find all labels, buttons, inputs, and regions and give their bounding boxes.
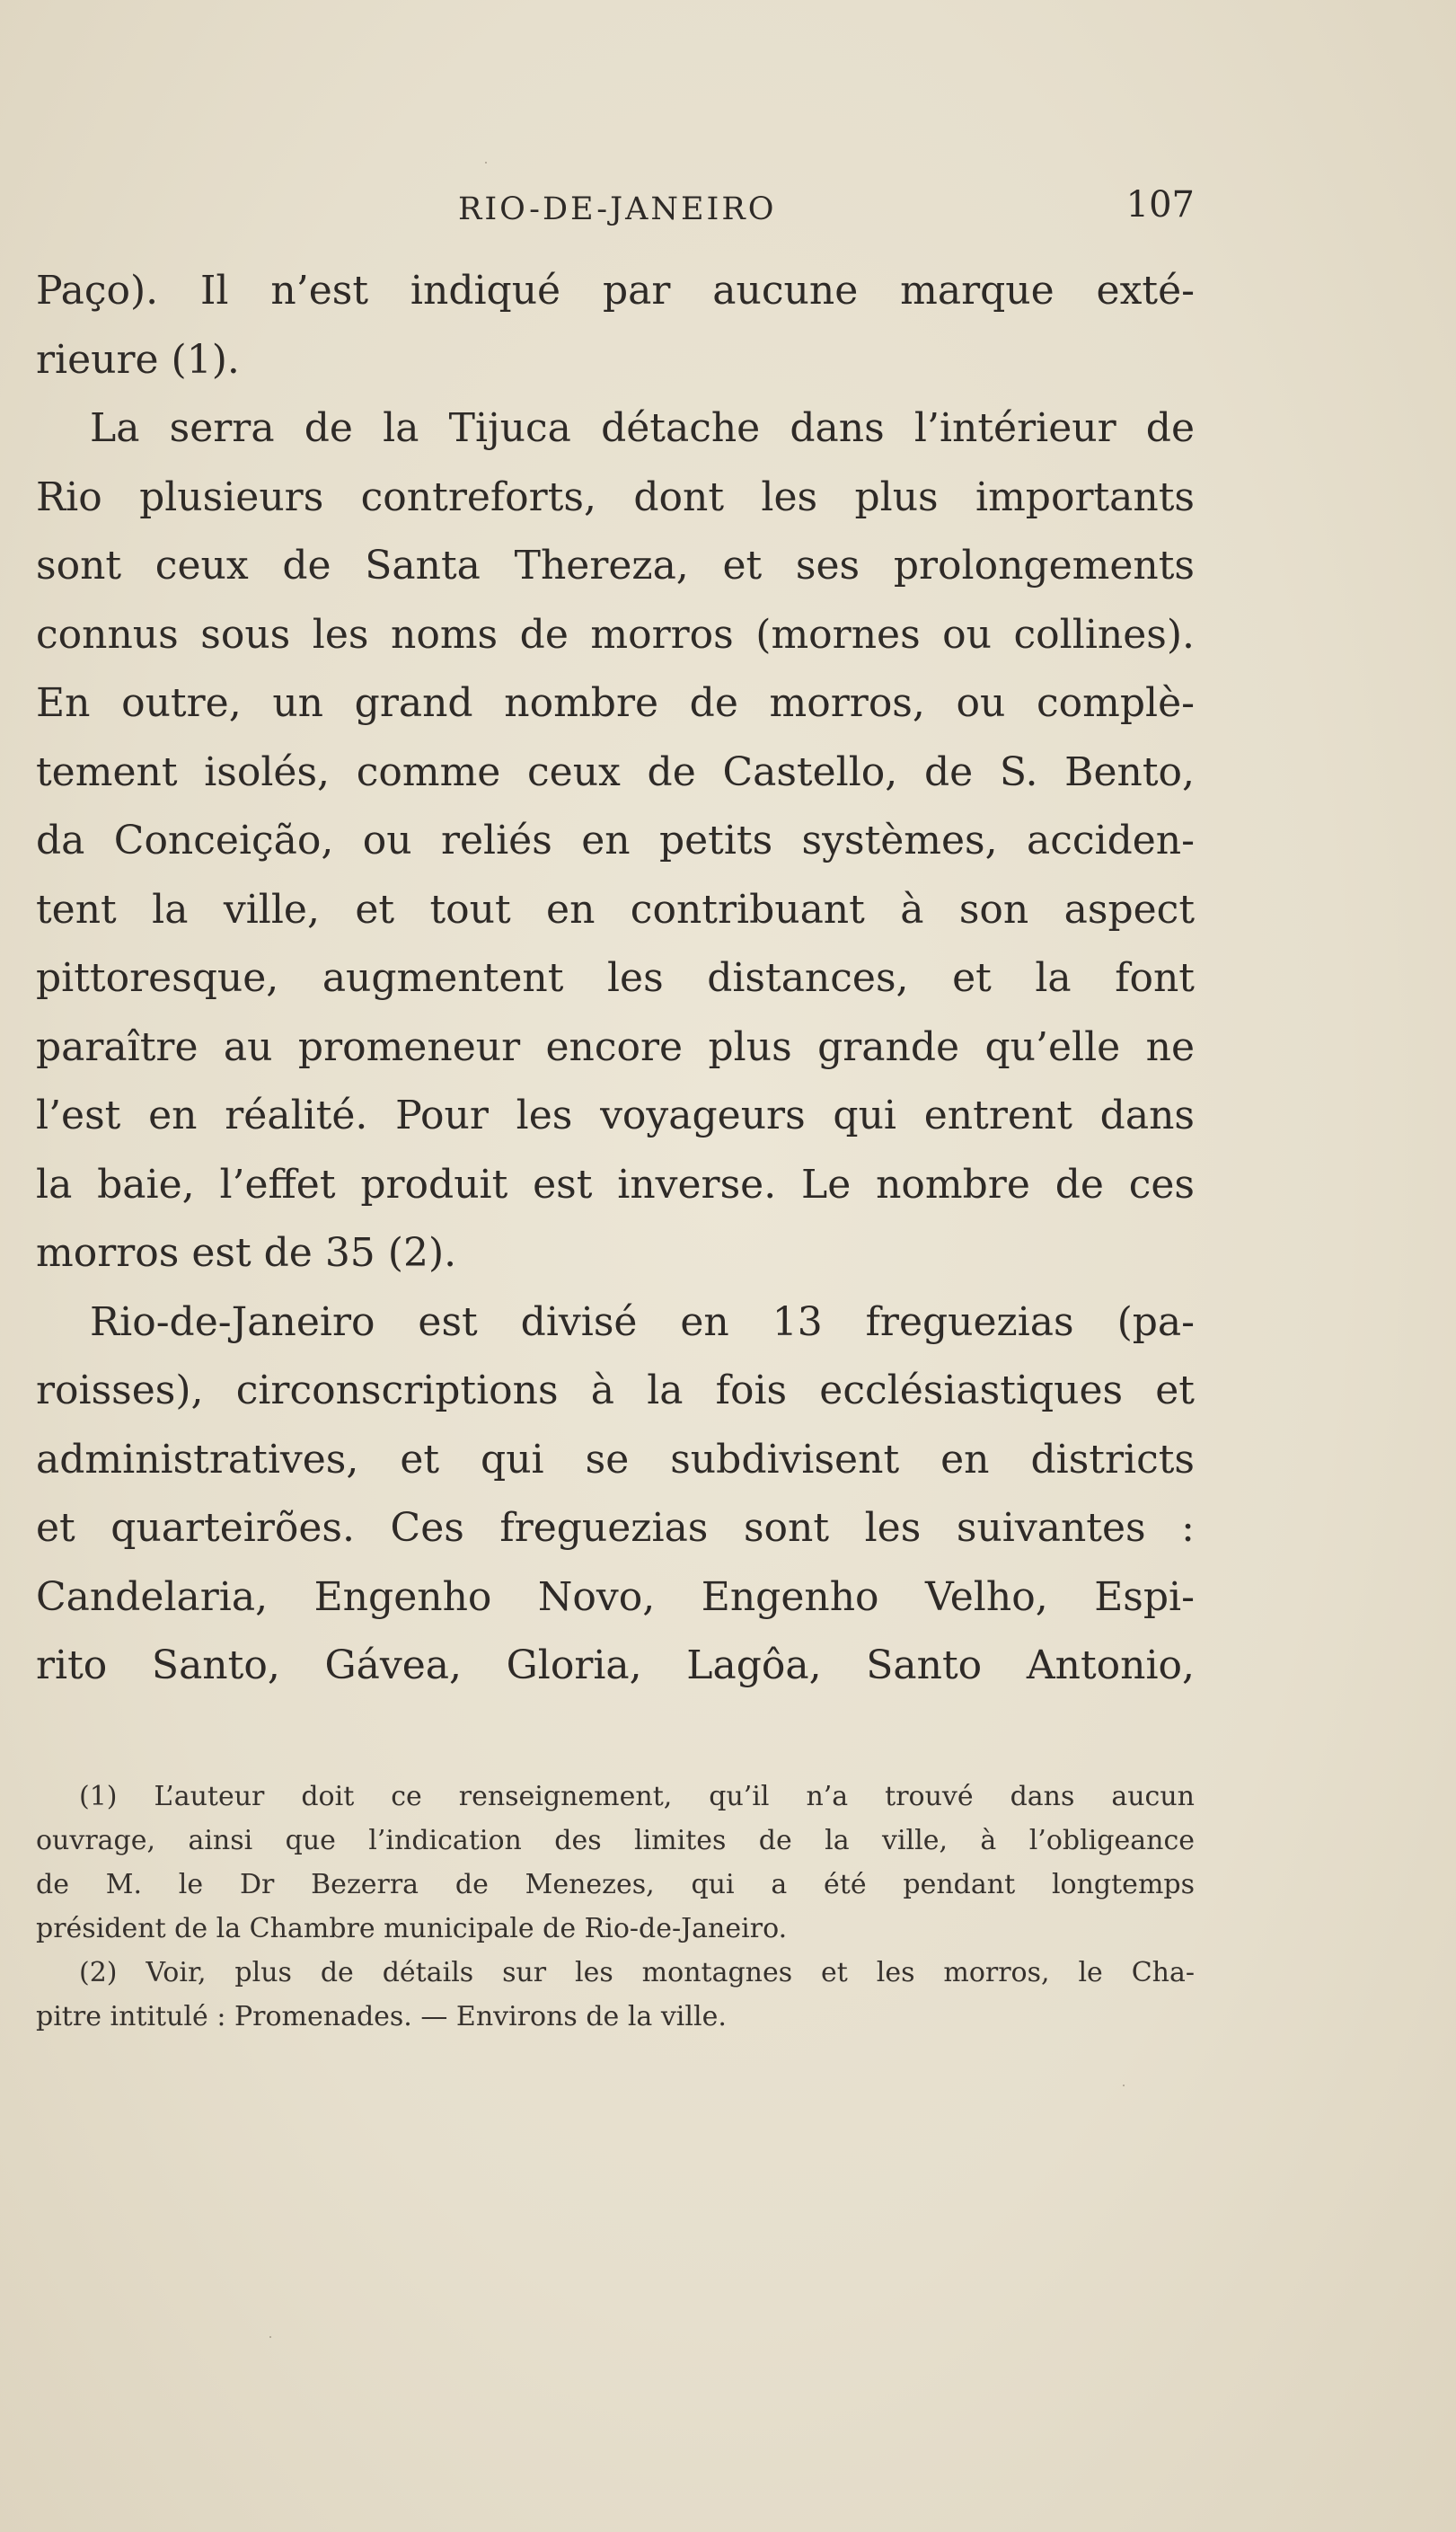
text-line: morros est de 35 (2). xyxy=(36,1230,457,1276)
text-line: la baie, l’effet produit est inverse. Le nombre de ces xyxy=(36,1161,1195,1208)
text-line: administratives, et qui se subdivisent en districts xyxy=(36,1436,1195,1483)
body-text xyxy=(36,257,1195,1701)
text-line: En outre, un grand nombre de morros, ou complè- xyxy=(36,680,1195,726)
footnote-line: (2) Voir, plus de détails sur les montagnes et les morros, le Cha- xyxy=(79,1957,1195,1988)
footnote-line: pitre intitulé : Promenades. — Environs de la ville. xyxy=(36,2001,727,2032)
text-line: Rio plusieurs contreforts, dont les plus importants xyxy=(36,474,1195,520)
text-line: et quarteirões. Ces freguezias sont les suivantes : xyxy=(36,1505,1195,1551)
footnote-line: de M. le Dr Bezerra de Menezes, qui a été pendant longtemps xyxy=(36,1869,1195,1900)
page-header xyxy=(36,184,1195,238)
text-line: connus sous les noms de morros (mornes ou collines). xyxy=(36,611,1195,658)
text-line: rito Santo, Gávea, Gloria, Lagôa, Santo Antonio, xyxy=(36,1642,1195,1688)
text-line: rieure (1). xyxy=(36,336,240,383)
footnote-line: président de la Chambre municipale de Rio-de-Janeiro. xyxy=(36,1913,788,1944)
text-line: La serra de la Tijuca détache dans l’intérieur de xyxy=(90,405,1195,451)
footnote-line: ouvrage, ainsi que l’indication des limites de la ville, à l’obligeance xyxy=(36,1825,1195,1856)
text-line: Paço). Il n’est indiqué par aucune marque exté- xyxy=(36,268,1195,314)
text-line: tent la ville, et tout en contribuant à son aspect xyxy=(36,886,1195,933)
text-line: Candelaria, Engenho Novo, Engenho Velho, Espi- xyxy=(36,1573,1195,1620)
text-line: tement isolés, comme ceux de Castello, de S. Bento, xyxy=(36,748,1195,795)
text-line: da Conceição, ou reliés en petits systèmes, acciden- xyxy=(36,818,1195,863)
text-line: l’est en réalité. Pour les voyageurs qui entrent dans xyxy=(36,1093,1195,1138)
footnote-line: (1) L’auteur doit ce renseignement, qu’il n’a trouvé dans aucun xyxy=(79,1781,1195,1812)
paper-speck xyxy=(1123,2085,1125,2086)
page-number: 107 xyxy=(1125,184,1195,226)
text-line: paraître au promeneur encore plus grande qu’elle ne xyxy=(36,1023,1195,1070)
text-line: roisses), circonscriptions à la fois ecclésiastiques et xyxy=(36,1368,1195,1413)
footnotes xyxy=(36,1775,1195,2039)
running-title: RIO-DE-JANEIRO xyxy=(458,191,777,227)
text-line: pittoresque, augmentent les distances, et la font xyxy=(36,955,1195,1001)
paper-speck xyxy=(269,2336,271,2338)
paper-speck xyxy=(485,162,487,164)
text-line: sont ceux de Santa Thereza, et ses prolongements xyxy=(36,543,1195,589)
text-line: Rio-de-Janeiro est divisé en 13 freguezias (pa- xyxy=(90,1298,1195,1345)
